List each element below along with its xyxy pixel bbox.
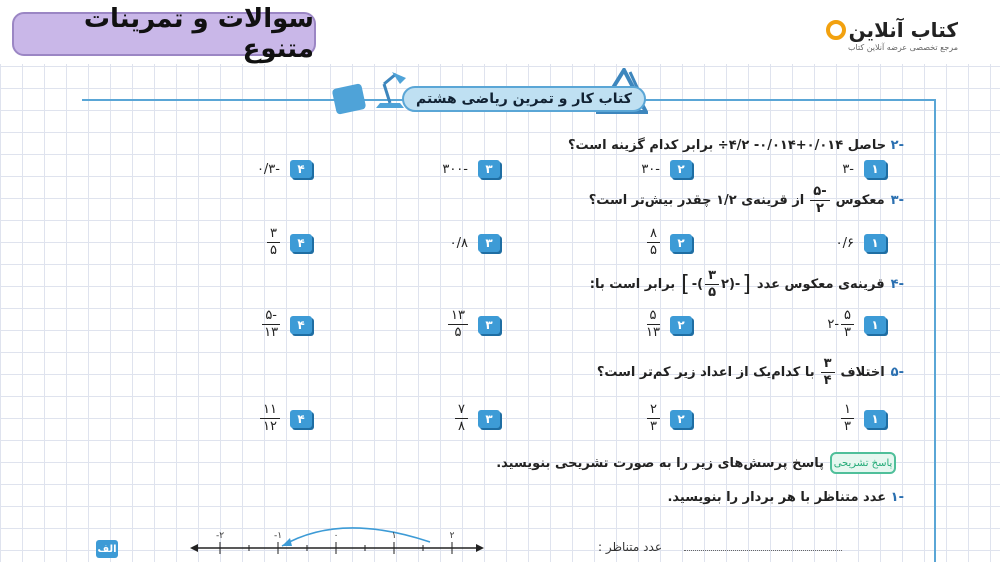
mixed-number: $\frac{۵}{۳}$ -۲	[827, 308, 854, 341]
q4-option-4[interactable]	[262, 308, 312, 341]
number-line-label: -۱	[273, 531, 283, 541]
option-badge: ۲	[670, 160, 692, 178]
option-value: -۳	[842, 161, 854, 177]
fraction: $\frac{-۵}{۲}$	[810, 184, 829, 217]
book-banner: کتاب کار و تمرین ریاضی هشتم	[402, 86, 646, 112]
option-badge: ۳	[478, 316, 500, 334]
q2-option-1[interactable]	[842, 160, 886, 178]
q5-option-1[interactable]	[841, 402, 886, 435]
question-3	[589, 184, 904, 217]
question-number: -۲	[890, 138, 904, 153]
question-text: عدد متناظر با هر بردار را بنویسید.	[667, 490, 887, 505]
answer-blank[interactable]	[684, 550, 842, 551]
fraction: $\frac{۵}{۱۳}$	[646, 308, 660, 340]
question-2	[568, 138, 904, 153]
fraction: $\frac{۷}{۸}$	[455, 402, 468, 435]
number-line	[190, 520, 486, 560]
logo-subtitle: مرجع تخصصی عرضه آنلاین کتاب	[847, 43, 958, 52]
logo[interactable]	[848, 18, 958, 52]
question-number: -۱	[890, 490, 904, 505]
question-number: -۴	[890, 277, 904, 292]
q5-option-2[interactable]	[647, 402, 692, 435]
q2-option-3[interactable]	[442, 160, 500, 178]
q4-option-3[interactable]	[448, 308, 500, 341]
fraction: $\frac{۸}{۵}$	[647, 226, 660, 259]
option-badge: ۴	[290, 160, 312, 178]
fraction: $\frac{۱۱}{۱۲}$	[260, 402, 280, 435]
option-value: ۰/۶	[835, 235, 854, 251]
option-badge: ۲	[670, 234, 692, 252]
q2-option-4[interactable]	[257, 160, 312, 178]
answer-label: عدد متناظر :	[598, 540, 662, 554]
question-text: معکوس	[835, 193, 885, 208]
question-number: -۳	[890, 193, 904, 208]
option-badge: ۴	[290, 410, 312, 428]
option-badge: ۴	[290, 234, 312, 252]
number-line-label: ۱	[391, 531, 397, 541]
q5-option-3[interactable]	[455, 402, 500, 435]
number-line-label: ۲	[449, 531, 455, 541]
q3-option-4[interactable]	[267, 226, 312, 259]
option-badge: ۲	[670, 316, 692, 334]
fraction: $\frac{۳}{۴}$	[821, 356, 835, 389]
question-text: با کدام‌یک از اعداد زیر کم‌تر است؟	[596, 365, 815, 380]
option-value: -۳۰	[641, 161, 660, 177]
option-badge: ۳	[478, 410, 500, 428]
question-text: اختلاف	[840, 365, 885, 380]
q4-option-2[interactable]	[646, 308, 692, 341]
fraction: $\frac{۳}{۵}$	[267, 226, 280, 259]
option-badge: ۱	[864, 160, 886, 178]
question-text: از قرینه‌ی ۱/۲ چقدر بیش‌تر است؟	[588, 193, 805, 208]
question-text: قرینه‌ی معکوس عدد	[756, 277, 885, 292]
fraction: $\frac{۱۳}{۵}$	[448, 308, 468, 341]
option-badge: ۳	[478, 234, 500, 252]
q4-option-1[interactable]	[827, 308, 886, 341]
option-badge: ۲	[670, 410, 692, 428]
question-number: -۵	[890, 365, 904, 380]
question-5	[597, 356, 904, 389]
bracket-expression: [ -(۲ $\frac{۳}{۵}$ )- ]	[681, 268, 751, 300]
part-badge: الف	[96, 540, 118, 558]
option-badge: ۱	[864, 410, 886, 428]
option-value: -۰/۳	[256, 161, 280, 177]
descriptive-answer-pill: پاسخ تشریحی	[830, 452, 896, 474]
logo-name: کتاب آنلاین	[848, 18, 958, 42]
option-value: -۳۰۰	[442, 161, 468, 177]
margin-rule	[934, 99, 936, 562]
option-badge: ۱	[864, 234, 886, 252]
number-line-label: -۲	[215, 531, 225, 541]
option-badge: ۱	[864, 316, 886, 334]
fraction: $\frac{-۵}{۱۳}$	[264, 308, 279, 340]
question-text: حاصل ۰/۰۱۴+۰/۰۱۴- ۴/۲÷ برابر کدام گزینه است؟	[568, 138, 887, 153]
option-badge: ۳	[478, 160, 500, 178]
q3-option-2[interactable]	[647, 226, 692, 259]
q3-option-1[interactable]	[836, 234, 886, 252]
question-4	[590, 268, 904, 301]
fraction: $\frac{۲}{۳}$	[647, 402, 660, 435]
q2-option-2[interactable]	[641, 160, 692, 178]
section-instruction: پاسخ پرسش‌های زیر را به صورت تشریحی بنویسید.	[496, 456, 824, 471]
problem-1	[667, 490, 904, 505]
page-title: سوالات و تمرینات متنوع	[12, 12, 316, 56]
number-line-label: ۰	[333, 531, 339, 541]
option-badge: ۴	[290, 316, 312, 334]
calculator-icon	[332, 83, 367, 115]
q5-option-4[interactable]	[260, 402, 312, 435]
option-value: ۰/۸	[449, 235, 468, 251]
logo-icon	[826, 20, 846, 40]
question-text: برابر است با:	[589, 277, 676, 292]
fraction: $\frac{۱}{۳}$	[841, 402, 854, 435]
q3-option-3[interactable]	[450, 234, 500, 252]
